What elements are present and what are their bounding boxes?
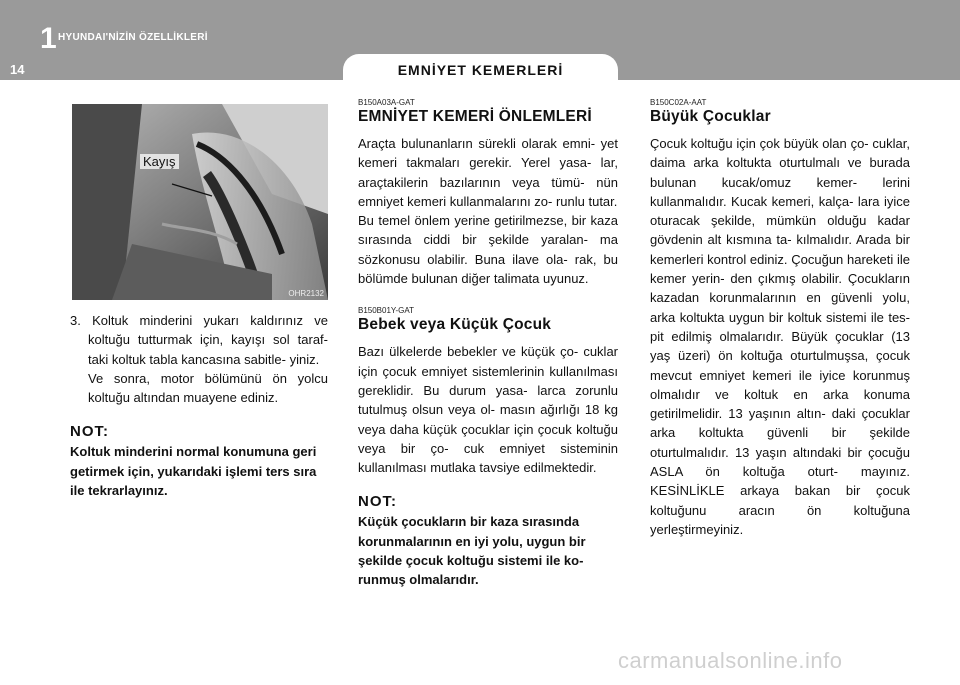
section-code: B150A03A-GAT: [358, 98, 415, 107]
note-body: Koltuk minderini normal konumuna geri getirmek için, yukarıdaki işlemi ters sıra ile tekrarlayınız.: [70, 444, 317, 499]
paragraph: Bu temel önlem yerine getirilmezse, bir kaza sırasında ciddi bir şekilde yaralan- ma sözkonusu olabilir. Buna ilave ola- rak, bu bölümde bulunan diğer talimata uyunuz.: [358, 213, 618, 287]
infant-child-heading: Bebek veya Küçük Çocuk: [358, 316, 552, 334]
seat-strap-photo: [72, 104, 328, 300]
column-2: [358, 98, 618, 590]
paragraph: Bazı ülkelerde bebekler ve küçük ço- cuklar için çocuk emniyet sistemlerinin kullanılması gereklidir. Bu durum yasa- larca zorunlu tutulmuş olsun veya ol- masın ağırlığı 18 kg veya daha küçük çocuklar için çocuk koltuğu veya bir ço- cuk emniyet sisteminin kullanılması mutlaka tavsiye edilmektedir.: [358, 344, 618, 476]
photo-code: OHR2132: [288, 289, 324, 298]
watermark: carmanualsonline.info: [618, 648, 843, 673]
paragraph: Araçta bulunanların sürekli olarak emni- yet kemeri takmaları gerekir. Yerel yasa- lar, araçtakilerin bazılarının veya tümü- nün emniyet kemeri kullanmalarını zo- runlu tutar.: [358, 136, 618, 209]
column-3: [650, 98, 910, 539]
step-number: 3.: [70, 313, 81, 328]
note-title: NOT:: [358, 493, 397, 511]
chapter-title: HYUNDAI'NİZİN ÖZELLİKLERİ: [58, 32, 208, 43]
note-title: NOT:: [70, 423, 109, 441]
column-1: [70, 311, 328, 500]
section-code: B150B01Y-GAT: [358, 306, 415, 316]
strap-label: Kayış: [140, 154, 179, 169]
note-body: Küçük çocukların bir kaza sırasında korunmalarının en iyi yolu, uygun bir şekilde çocuk koltuğu sistemi ile ko- runmuş olmalarıdır.: [358, 514, 586, 588]
section-code: B150C02A-AAT: [650, 98, 707, 107]
section-tab: [343, 54, 618, 88]
step-text: Koltuk minderini yukarı kaldırınız ve koltuğu tutturmak için, kayışı sol taraf- taki koltuk tabla kancasına sabitle- yiniz.: [88, 313, 328, 367]
page-number: 14: [10, 62, 25, 77]
paragraph: Çocuk koltuğu için çok büyük olan ço- cuklar, daima arka koltukta oturtulmalı ve burada bulunan kucak/omuz kemer- lerini kullanmalıdır. Kucak kemeri, kalça- lara iyice oturacak şekilde, mümkün olduğu kadar gövdenin alt kısmına ta- kılmalıdır. Arada bir kemerleri kontrol ediniz. Çocuğun hareketi ile kemer yerin- den çıkmış olabilir. Çocukların kazadan korunmalarının en güvenli yolu, arka koltukta uygun bir koltuk sistemi ile tes- pit edilmiş olmalarıdır. Büyük çocuklar (13 yaş üzeri) ön koltuğa oturtulmuşsa, çocuk mevcut emniyet kemeri ile iyice korunmuş olmalıdır ve koltuk en arka konuma getirilmelidir. 13 yaşının altın- daki çocuklar arka koltukta güvenli bir şekilde oturtulmalıdır. 13 yaşın altındaki bir çocuğu ASLA ön koltuğa oturt- mayınız. KESİNLİKLE arkaya bakan bir çocuk koltuğunu aracın ön koltuğuna yerleştirmeyiniz.: [650, 136, 910, 537]
step-3: [70, 311, 328, 369]
larger-children-heading: Büyük Çocuklar: [650, 108, 771, 125]
step-3-continued: Ve sonra, motor bölümünü ön yolcu koltuğu altından muayene ediniz.: [88, 370, 328, 406]
section-title: EMNİYET KEMERLERİ: [397, 62, 564, 78]
chapter-number: 1: [40, 22, 57, 55]
seat-photo-illustration: [72, 104, 328, 300]
seat-belt-precautions-heading: EMNİYET KEMERİ ÖNLEMLERİ: [358, 108, 592, 125]
